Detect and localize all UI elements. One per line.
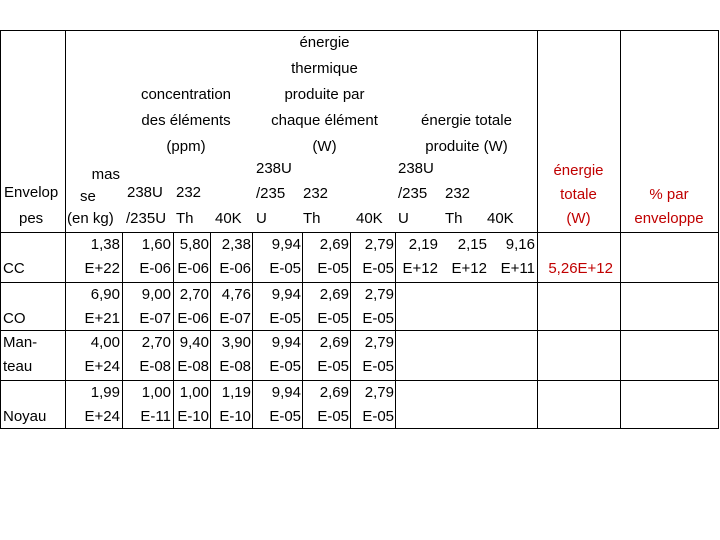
cell-conc-k-mantissa: 4,76 (221, 286, 251, 303)
cell-therm-k-mantissa: 2,79 (364, 384, 394, 401)
header-conc-u-line-1: 238U (127, 184, 163, 201)
cell-conc-th-mantissa: 9,40 (179, 334, 209, 351)
cell-mass-mantissa: 1,38 (90, 236, 120, 253)
header-percent-line-1: % par (649, 186, 689, 203)
header-percent-line-2: enveloppe (634, 210, 704, 227)
cell-conc-k-exponent: E-08 (219, 358, 251, 375)
cell-conc-k-exponent: E-06 (219, 260, 251, 277)
header-envelope-line-1: Envelop (4, 184, 59, 201)
header-total-energy-line-1: énergie totale (421, 112, 512, 129)
row-name-line-1: Man- (3, 334, 38, 351)
header-total-k: 40K (487, 210, 514, 227)
header-therm-u-line-1: 238U (256, 160, 292, 177)
cell-conc-th-exponent: E-08 (177, 358, 209, 375)
header-total-th-line-1: 232 (445, 185, 471, 202)
header-mass-line-3: (en kg) (67, 210, 114, 227)
header-conc-k: 40K (215, 210, 242, 227)
header-concentration-line-3: (ppm) (166, 138, 206, 155)
row-name: Noyau (3, 408, 47, 425)
cell-therm-th-exponent: E-05 (317, 358, 349, 375)
cell-total-th-exponent: E+12 (451, 260, 487, 277)
header-energy-per-element-line-2: thermique (291, 60, 358, 77)
header-energy-per-element-line-4: chaque élément (271, 112, 378, 129)
cell-therm-th-mantissa: 2,69 (319, 286, 349, 303)
cell-therm-k-mantissa: 2,79 (364, 236, 394, 253)
header-concentration-line-1: concentration (140, 86, 232, 103)
cell-conc-u-exponent: E-06 (139, 260, 171, 277)
header-total-u-line-2: /235 (398, 185, 428, 202)
cell-therm-u-exponent: E-05 (269, 310, 301, 327)
header-therm-k: 40K (356, 210, 383, 227)
cell-conc-k-exponent: E-07 (219, 310, 251, 327)
cell-mass-mantissa: 1,99 (90, 384, 120, 401)
cell-therm-u-mantissa: 9,94 (271, 236, 301, 253)
cell-therm-th-mantissa: 2,69 (319, 384, 349, 401)
cell-total-k-mantissa: 9,16 (505, 236, 535, 253)
cell-conc-k-exponent: E-10 (219, 408, 251, 425)
cell-therm-th-mantissa: 2,69 (319, 236, 349, 253)
cell-conc-u-exponent: E-08 (139, 358, 171, 375)
header-mass-line-1: mas (91, 166, 120, 183)
header-total-energy-col-line-3: (W) (566, 210, 591, 227)
row-name: CC (3, 260, 25, 277)
cell-mass-exponent: E+21 (84, 310, 120, 327)
row-name-line-2: teau (3, 358, 33, 375)
cell-therm-u-exponent: E-05 (269, 260, 301, 277)
cell-total-energy: 5,26E+12 (548, 260, 613, 277)
cell-conc-u-exponent: E-07 (139, 310, 171, 327)
header-therm-u-line-2: /235 (256, 185, 286, 202)
cell-mass-mantissa: 4,00 (90, 334, 120, 351)
header-total-energy-line-2: produite (W) (425, 138, 508, 155)
cell-conc-th-mantissa: 1,00 (179, 384, 209, 401)
cell-conc-th-exponent: E-06 (177, 310, 209, 327)
cell-therm-u-mantissa: 9,94 (271, 384, 301, 401)
cell-therm-th-exponent: E-05 (317, 310, 349, 327)
header-conc-u-line-2: /235U (126, 210, 167, 227)
cell-therm-k-exponent: E-05 (362, 358, 394, 375)
cell-therm-k-exponent: E-05 (362, 260, 394, 277)
cell-therm-th-exponent: E-05 (317, 408, 349, 425)
header-envelope-line-2: pes (19, 210, 44, 227)
header-total-energy-col-line-1: énergie (553, 162, 604, 179)
cell-therm-k-mantissa: 2,79 (364, 334, 394, 351)
cell-mass-exponent: E+24 (84, 408, 120, 425)
cell-conc-th-mantissa: 5,80 (179, 236, 209, 253)
cell-conc-th-exponent: E-06 (177, 260, 209, 277)
header-energy-per-element-line-1: énergie (299, 34, 350, 51)
cell-total-th-mantissa: 2,15 (457, 236, 487, 253)
header-therm-th-line-2: Th (303, 210, 321, 227)
cell-mass-exponent: E+24 (84, 358, 120, 375)
cell-conc-k-mantissa: 3,90 (221, 334, 251, 351)
header-energy-per-element-line-3: produite par (284, 86, 365, 103)
header-concentration-line-2: des éléments (141, 112, 231, 129)
cell-therm-k-exponent: E-05 (362, 310, 394, 327)
header-conc-th-line-1: 232 (176, 184, 202, 201)
cell-therm-th-mantissa: 2,69 (319, 334, 349, 351)
header-total-u-line-1: 238U (398, 160, 434, 177)
cell-therm-u-exponent: E-05 (269, 408, 301, 425)
cell-therm-u-mantissa: 9,94 (271, 286, 301, 303)
header-total-th-line-2: Th (445, 210, 463, 227)
cell-conc-u-mantissa: 1,60 (141, 236, 171, 253)
cell-conc-th-mantissa: 2,70 (179, 286, 209, 303)
header-total-energy-col-line-2: totale (560, 186, 597, 203)
cell-conc-u-exponent: E-11 (140, 408, 171, 425)
cell-therm-th-exponent: E-05 (317, 260, 349, 277)
cell-therm-k-mantissa: 2,79 (364, 286, 394, 303)
header-conc-th-line-2: Th (176, 210, 194, 227)
header-mass-line-2: se (80, 188, 96, 205)
cell-conc-th-exponent: E-10 (177, 408, 209, 425)
row-name: CO (3, 310, 26, 327)
cell-mass-exponent: E+22 (84, 260, 120, 277)
cell-total-u-exponent: E+12 (402, 260, 438, 277)
cell-total-u-mantissa: 2,19 (408, 236, 438, 253)
cell-conc-u-mantissa: 1,00 (141, 384, 171, 401)
cell-total-k-exponent: E+11 (500, 260, 535, 277)
cell-mass-mantissa: 6,90 (90, 286, 120, 303)
cell-conc-u-mantissa: 9,00 (141, 286, 171, 303)
cell-conc-u-mantissa: 2,70 (141, 334, 171, 351)
cell-therm-k-exponent: E-05 (362, 408, 394, 425)
cell-therm-u-mantissa: 9,94 (271, 334, 301, 351)
header-total-u-line-3: U (398, 210, 409, 227)
cell-therm-u-exponent: E-05 (269, 358, 301, 375)
cell-conc-k-mantissa: 1,19 (221, 384, 251, 401)
header-therm-u-line-3: U (256, 210, 267, 227)
header-therm-th-line-1: 232 (303, 185, 329, 202)
header-energy-per-element-line-5: (W) (312, 138, 337, 155)
cell-conc-k-mantissa: 2,38 (221, 236, 251, 253)
